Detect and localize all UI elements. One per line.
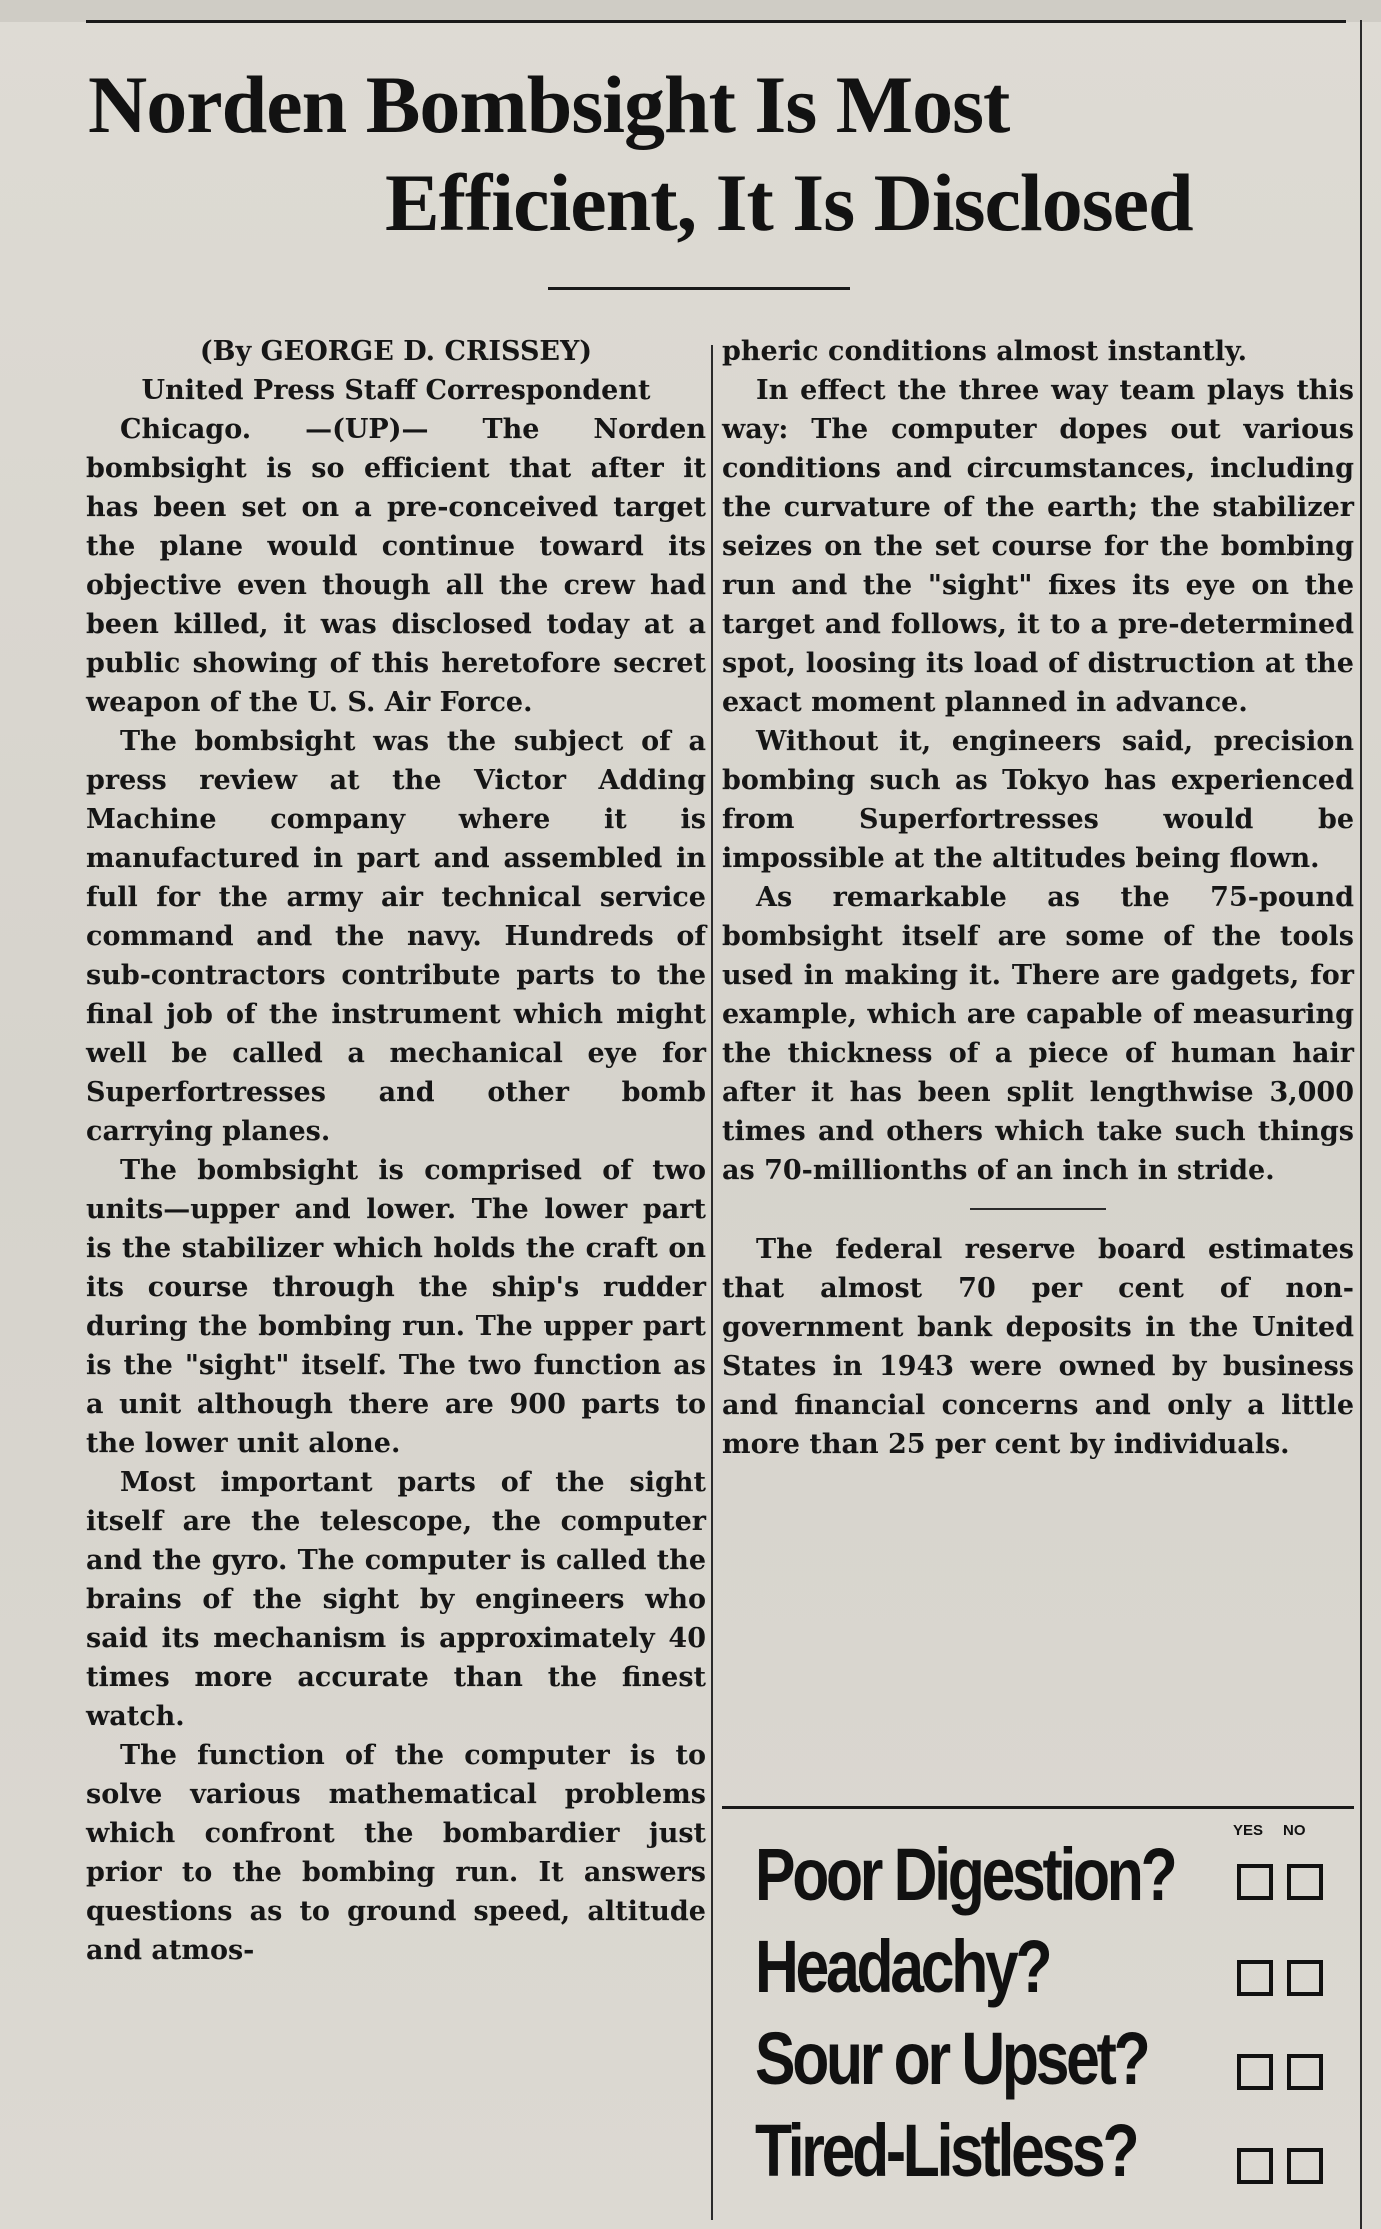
article-paragraph: Most important parts of the sight itself are the telescope, the computer and the gyro. The computer is called the brains of the sight by engineers who said its mechanism is approximately 40 times more accurate than the finest watch. [86,1467,706,1732]
brief-separator-rule [970,1208,1106,1210]
article-column-1 [86,332,706,1970]
no-checkbox[interactable] [1287,2054,1323,2090]
advertisement-top-rule [722,1806,1354,1809]
no-checkbox[interactable] [1287,2148,1323,2184]
article-paragraph: In effect the three way team plays this way: The computer dopes out various conditions and circumstances, including the curvature of the earth; the stabilizer seizes on the set course for the bombing run and the "sight" fixes its eye on the target and follows, it to a pre-determined spot, loosing its load of distruction at the exact moment planned in advance. [722,375,1354,718]
article-column-2 [722,332,1354,1464]
news-brief: The federal reserve board estimates that almost 70 per cent of non-government bank deposits in the United States in 1943 were owned by business and financial concerns and only a little more than 25 per cent by individuals. [722,1234,1354,1460]
no-checkbox[interactable] [1287,1864,1323,1900]
advertisement-question: Sour or Upset? [755,2017,1148,2100]
article-paragraph: pheric conditions almost instantly. [722,336,1247,367]
no-header: NO [1283,1822,1306,1839]
yes-checkbox[interactable] [1237,1864,1273,1900]
byline-title: United Press Staff Correspondent [141,375,651,406]
article-paragraph: Without it, engineers said, precision bombing such as Tokyo has experienced from Superfortresses would be impossible at the altitudes being flown. [722,726,1354,874]
yes-checkbox[interactable] [1237,1960,1273,1996]
article-paragraph: The function of the computer is to solve various mathematical problems which confront the bombardier just prior to the bombing run. It answers questions as to ground speed, altitude and atmos- [86,1740,706,1966]
advertisement-question: Headachy? [755,1925,1050,2008]
headline-line-2: Efficient, It Is Disclosed [385,157,1193,248]
byline-author: (By GEORGE D. CRISSEY) [199,336,593,367]
top-rule [86,20,1346,23]
right-column-rule [1360,20,1362,2229]
yes-checkbox[interactable] [1237,2054,1273,2090]
advertisement [755,1822,1355,2229]
article-paragraph: Chicago. —(UP)— The Norden bombsight is so efficient that after it has been set on a pre-conceived target the plane would continue toward its objective even though all the crew had been killed, it was disclosed today at a public showing of this heretofore secret weapon of the U. S. Air Force. [86,414,706,718]
previous-article-strip [0,0,1381,22]
headline-rule [548,287,850,290]
article-paragraph: As remarkable as the 75-pound bombsight itself are some of the tools used in making it. There are gadgets, for example, which are capable of measuring the thickness of a piece of human hair after it has been split lengthwise 3,000 times and others which take such things as 70-millionths of an inch in stride. [722,882,1354,1186]
yes-header: YES [1233,1822,1264,1839]
yes-checkbox[interactable] [1237,2148,1273,2184]
advertisement-question: Tired-Listless? [755,2109,1137,2192]
no-checkbox[interactable] [1287,1960,1323,1996]
column-divider [711,345,713,2220]
headline [80,58,1350,268]
advertisement-checkbox-header [1233,1822,1333,1840]
article-paragraph: The bombsight was the subject of a press review at the Victor Adding Machine company where it is manufactured in part and assembled in full for the army air technical service command and the navy. Hundreds of sub-contractors contribute parts to the final job of the instrument which might well be called a mechanical eye for Superfortresses and other bomb carrying planes. [86,726,706,1147]
article-paragraph: The bombsight is comprised of two units—upper and lower. The lower part is the stabilizer which holds the craft on its course through the ship's rudder during the bombing run. The upper part is the "sight" itself. The two function as a unit although there are 900 parts to the lower unit alone. [86,1155,706,1459]
headline-line-1: Norden Bombsight Is Most [88,59,1010,150]
advertisement-question: Poor Digestion? [755,1833,1175,1916]
